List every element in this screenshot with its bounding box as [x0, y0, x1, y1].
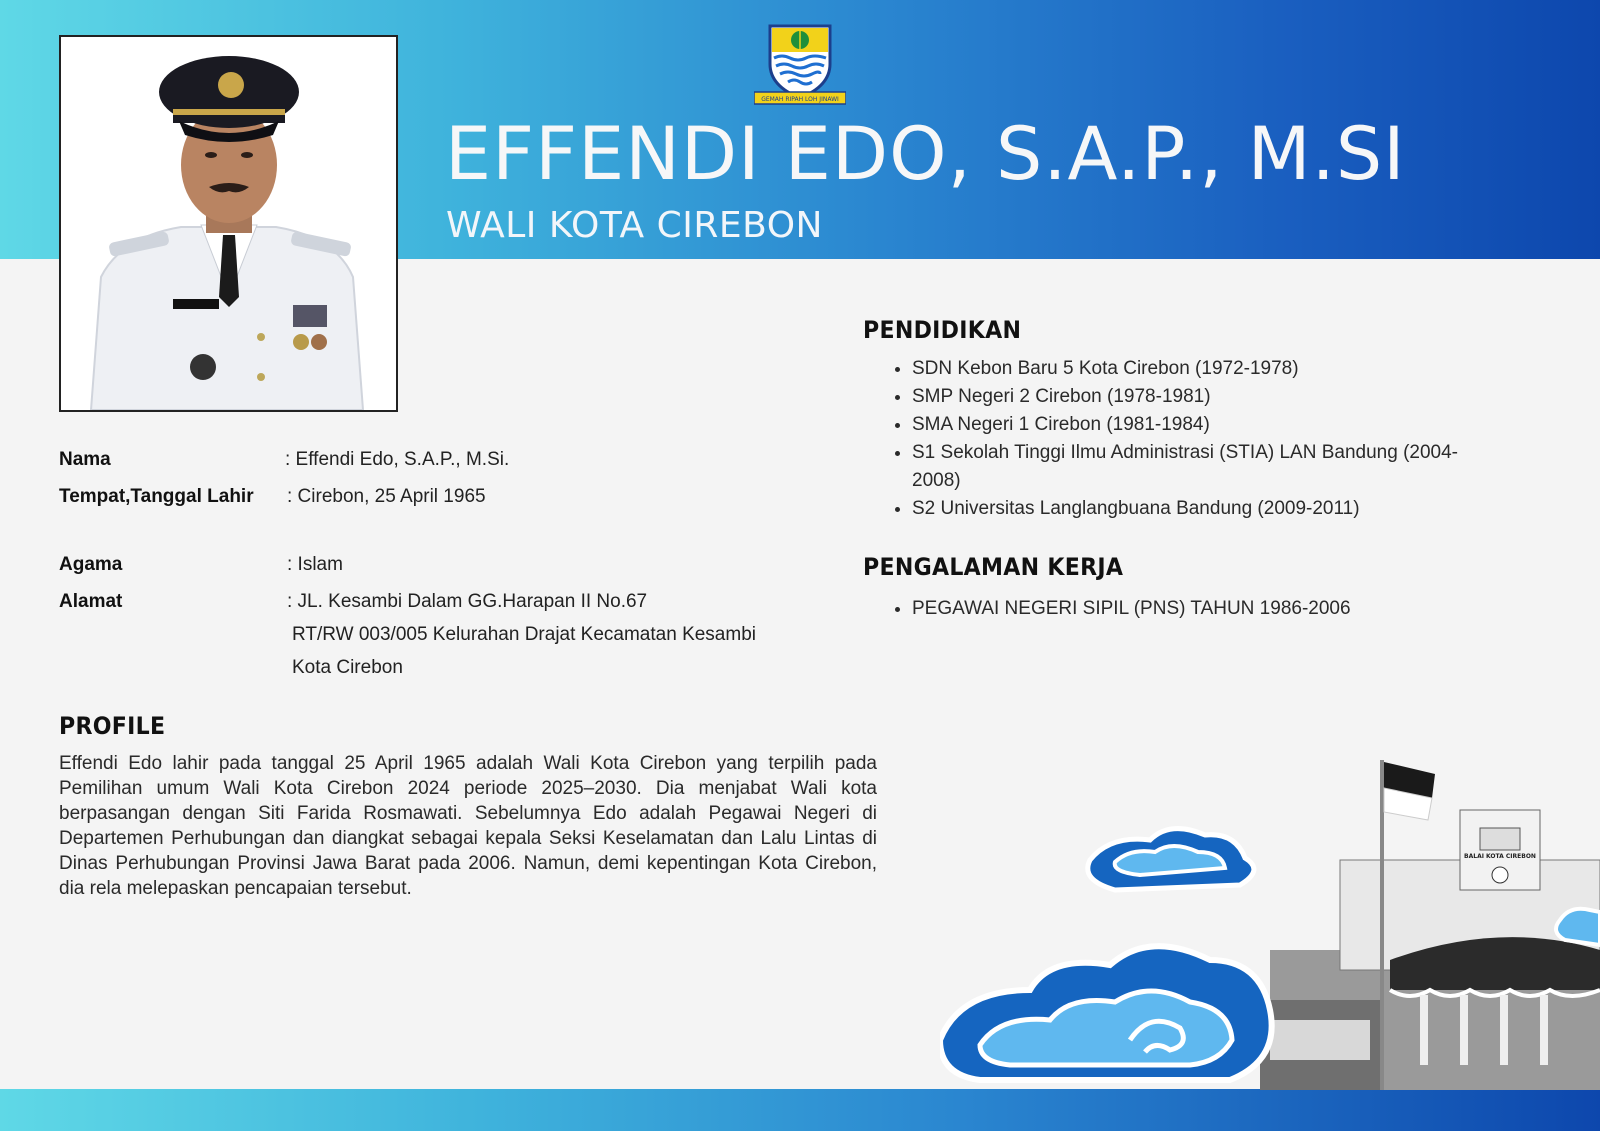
official-portrait-image: [61, 37, 396, 410]
alamat-line-3: Kota Cirebon: [292, 657, 403, 678]
profile-heading: PROFILE: [59, 712, 166, 740]
official-role-title: WALI KOTA CIREBON: [446, 205, 823, 246]
portrait-photo: [59, 35, 398, 412]
list-item: • S1 Sekolah Tinggi Ilmu Administrasi (STIA) LAN Bandung (2004-2008): [912, 439, 1472, 495]
ttl-label: Tempat,Tanggal Lahir: [59, 486, 254, 507]
city-hall-building-icon: [1260, 760, 1600, 1090]
alamat-label: Alamat: [59, 591, 123, 612]
nama-value: : Effendi Edo, S.A.P., M.Si.: [285, 449, 510, 470]
city-hall-decoration: [940, 740, 1600, 1090]
pengalaman-list: [893, 595, 1472, 623]
list-item: • SMP Negeri 2 Cirebon (1978-1981): [912, 383, 1472, 411]
list-item: • PEGAWAI NEGERI SIPIL (PNS) TAHUN 1986-2006: [912, 595, 1472, 623]
profile-paragraph: Effendi Edo lahir pada tanggal 25 April 1965 adalah Wali Kota Cirebon yang terpilih pada Pemilihan umum Wali Kota Cirebon 2024 periode 2025–2030. Dia menjabat Wali kota berpasangan dengan Siti Farida Rosmawati. Sebelumnya Edo adalah Pegawai Negeri di Departemen Perhubungan dan diangkat sebagai kepala Seksi Keselamatan dan Lalu Lintas di Dinas Perhubungan Provinsi Jawa Barat pada 2006. Namun, demi kepentingan Kota Cirebon, dia rela melepaskan pencapaian tersebut.: [59, 753, 877, 899]
emblem-motto: GEMAH RIPAH LOH JINAWI: [761, 96, 839, 103]
megamendung-cloud-icon: [940, 946, 1272, 1080]
list-item: • SMA Negeri 1 Cirebon (1981-1984): [912, 411, 1472, 439]
list-item: • S2 Universitas Langlangbuana Bandung (2009-2011): [912, 495, 1472, 523]
building-sign: BALAI KOTA CIREBON: [1464, 853, 1536, 860]
ttl-value: : Cirebon, 25 April 1965: [287, 486, 486, 507]
pengalaman-heading: PENGALAMAN KERJA: [863, 553, 1124, 581]
alamat-line-2: RT/RW 003/005 Kelurahan Drajat Kecamatan Kesambi: [292, 624, 756, 645]
pendidikan-list: [893, 355, 1472, 523]
cirebon-emblem-icon: [754, 18, 846, 108]
agama-label: Agama: [59, 554, 123, 575]
list-item: • SDN Kebon Baru 5 Kota Cirebon (1972-1978): [912, 355, 1472, 383]
nama-label: Nama: [59, 449, 111, 470]
footer-band: [0, 1089, 1600, 1131]
agama-value: : Islam: [287, 554, 343, 575]
alamat-line-1: : JL. Kesambi Dalam GG.Harapan II No.67: [287, 591, 648, 612]
pendidikan-heading: PENDIDIKAN: [863, 316, 1022, 344]
official-name-title: EFFENDI EDO, S.A.P., M.SI: [445, 112, 1406, 197]
